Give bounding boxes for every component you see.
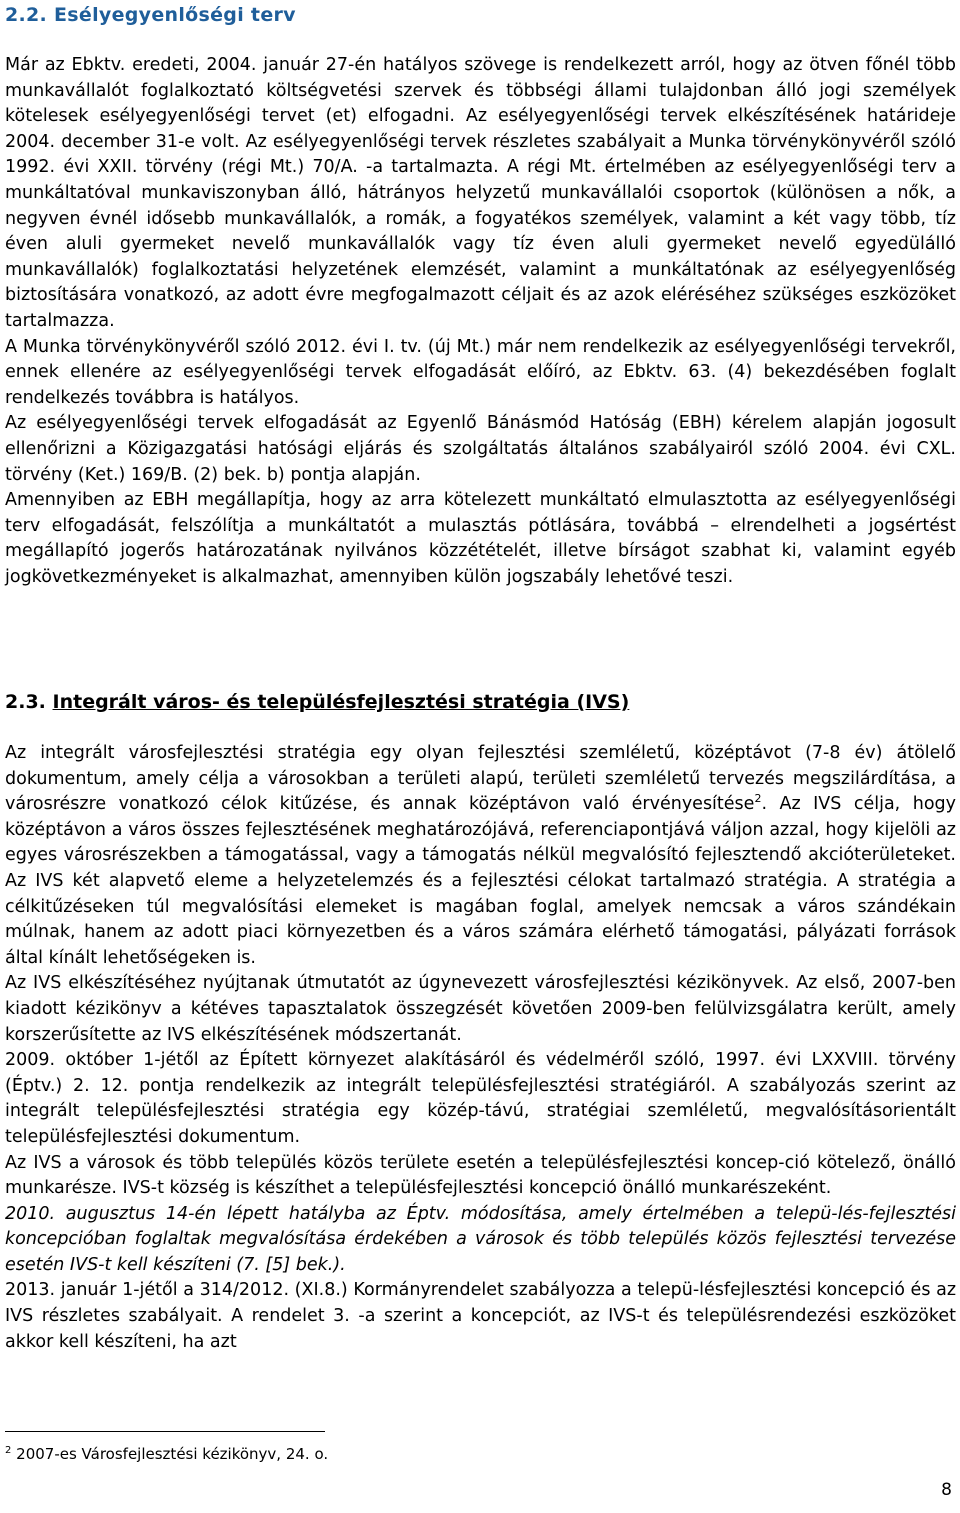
paragraph: 2013. január 1-jétől a 314/2012. (XI.8.) Kormányrendelet szabályozza a telepü-lésfejlesztési koncepció és az IVS részletes szabályait. A rendelet 3. -a szerint a koncepciót, az IVS-t és településrendezési eszközöket akkor kell készíteni, ha azt [5, 1280, 956, 1352]
paragraph: A Munka törvénykönyvéről szóló 2012. évi I. tv. (új Mt.) már nem rendelkezik az esélyegyenlőségi tervekről, ennek ellenére az esélyegyenlőségi tervek elfogadását előíró, az Ebktv. 63. (4) bekezdésében foglalt rendelkezés továbbra is hatályos. [5, 336, 956, 408]
section-2-2-body [5, 53, 956, 590]
footnote-divider [5, 1431, 325, 1432]
footnote [5, 1445, 328, 1463]
paragraph [5, 741, 956, 971]
paragraph-text: Az integrált városfejlesztési stratégia egy olyan fejlesztési szemléletű, középtávot (7-8 év) átölelő dokumentum, amely célja a városokban a területi alapú, területi szemléletű tervezés megszilárdítása, a városrészre vonatkozó célok kitűzése, és annak középtávon való érvényesítése [5, 743, 956, 815]
paragraph-italic: 2010. augusztus 14-én lépett hatályba az Éptv. módosítása, amely értelmében a telepü-lés-fejlesztési koncepcióban foglaltak megvalósítása érdekében a városok és több település közös fejlesztési tervezése esetén IVS-t kell készíteni (7. [5] bek.). [5, 1203, 956, 1275]
section-heading-2-3 [5, 691, 629, 713]
page-number: 8 [941, 1480, 952, 1500]
footnote-marker: 2 [5, 1445, 12, 1456]
footnote-reference[interactable]: 2 [754, 792, 762, 806]
paragraph: 2009. október 1-jétől az Épített környezet alakításáról és védelméről szóló, 1997. évi LXXVIII. törvény (Éptv.) 2. 12. pontja rendelkezik az integrált településfejlesztési stratégiáról. A szabályozás szerint az integrált településfejlesztési stratégia egy közép-távú, stratégiai szemléletű, megvalósításorientált településfejlesztési dokumentum. [5, 1050, 956, 1147]
paragraph: Már az Ebktv. eredeti, 2004. január 27-én hatályos szövege is rendelkezett arról, hogy az ötven főnél több munkavállalót foglalkoztató költségvetési szervek és többségi állami tulajdonban álló jogi személyek kötelesek esélyegyenlőségi tervet (et) elfogadni. Az esélyegyenlőségi tervek elkészítésének határideje 2004. december 31-e volt. Az esélyegyenlőségi tervek részletes szabályait a Munka törvénykönyvéről szóló 1992. évi XXII. törvény (régi Mt.) 70/A. -a tartalmazta. A régi Mt. értelmében az esélyegyenlőségi terv a munkáltatóval munkaviszonyban álló, hátrányos helyzetű munkavállalói csoportok (különösen a nők, a negyven évnél idősebb munkavállalók, a romák, a fogyatékos személyek, valamint a két vagy több, tíz éven aluli gyermeket nevelő munkavállalók vagy tíz éven aluli gyermeket nevelő egyedülálló munkavállalók) foglalkoztatási helyzetének elemzését, valamint a munkáltatónak az esélyegyenlőség biztosítására vonatkozó, az adott évre megfogalmazott céljait és az azok eléréséhez szükséges eszközöket tartalmazza. [5, 55, 956, 331]
paragraph: Amennyiben az EBH megállapítja, hogy az arra kötelezett munkáltató elmulasztotta az esélyegyenlőségi terv elfogadását, felszólítja a munkáltatót a mulasztás pótlására, továbbá – elrendelheti a jogsértést megállapító jogerős határozatának nyilvános közzétételét, illetve bírságot szabhat ki, valamint egyéb jogkövetkezményeket is alkalmazhat, amennyiben külön jogszabály lehetővé teszi. [5, 490, 956, 587]
footnote-text: 2007-es Városfejlesztési kézikönyv, 24. o. [16, 1445, 329, 1463]
paragraph: Az IVS a városok és több település közös területe esetén a településfejlesztési koncep-ció kötelező, önálló munkarésze. IVS-t község is készíthet a településfejlesztési koncepció önálló munkarészeként. [5, 1152, 956, 1199]
paragraph: Az esélyegyenlőségi tervek elfogadását az Egyenlő Bánásmód Hatóság (EBH) kérelem alapján jogosult ellenőrizni a Közigazgatási hatósági eljárás és szolgáltatás általános szabályairól szóló 2004. évi CXL. törvény (Ket.) 169/B. (2) bek. b) pontja alapján. [5, 413, 956, 485]
section-number: 2.3. [5, 691, 46, 713]
paragraph: Az IVS elkészítéséhez nyújtanak útmutatót az úgynevezett városfejlesztési kézikönyvek. Az első, 2007-ben kiadott kézikönyv a kétéves tapasztalatok összegzését követően 2009-ben felülvizsgálatra került, amely korszerűsítette az IVS elkészítésének módszertanát. [5, 973, 956, 1045]
paragraph-text: . Az IVS célja, hogy középtávon a város összes fejlesztésének meghatározójává, referenciapontjává váljon azzal, hogy kijelöli az egyes városrészekben a támogatással, vagy a támogatás nélkül megvalósító fejlesztendő akcióterületeket. Az IVS két alapvető eleme a helyzetelemzés és a fejlesztési célokat tartalmazó stratégia. A stratégia a célkitűzéseken túl megvalósítási elemeket is magában foglal, amelyek nemcsak a város szándékain múlnak, hanem az adott piaci környezetben és a város számára elérhető támogatási, pályázati források által kínált lehetőségeken is. [5, 794, 956, 968]
section-title: Integrált város- és településfejlesztési stratégia (IVS) [52, 691, 630, 713]
section-heading-2-2: 2.2. Esélyegyenlőségi terv [5, 4, 296, 26]
section-2-3-body [5, 741, 956, 1355]
